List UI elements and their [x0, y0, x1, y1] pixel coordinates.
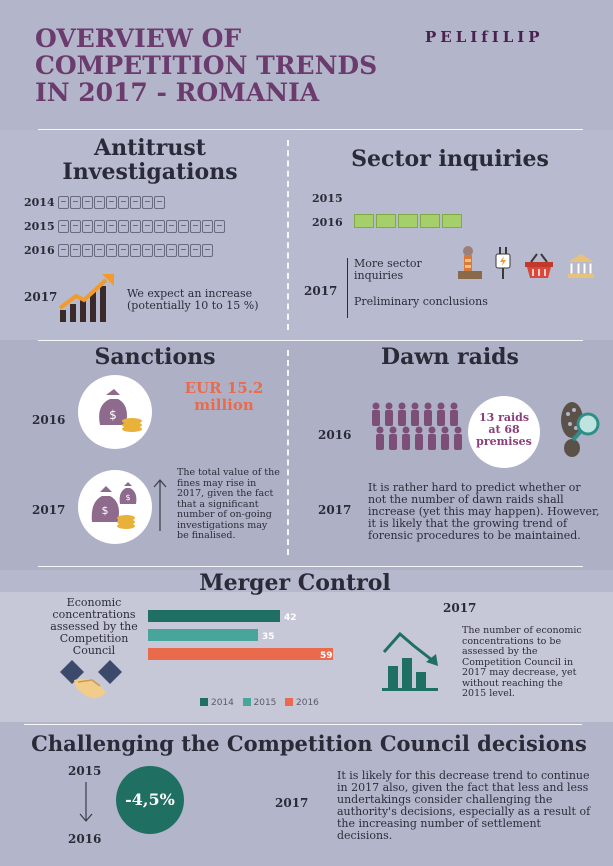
person-icon [389, 427, 397, 451]
document-icon [106, 220, 117, 233]
person-icon [398, 403, 406, 427]
document-icon [142, 244, 153, 257]
brand-logo: PELIfILIP [425, 28, 544, 46]
person-icon [454, 427, 462, 451]
shopping-basket-icon [523, 252, 555, 280]
legend-item-2016 [285, 698, 319, 708]
person-icon [441, 427, 449, 451]
dawn-year-2017: 2017 [318, 503, 352, 517]
factory-icon [456, 245, 484, 281]
antitrust-rows [24, 190, 225, 262]
dawn-raids-badge-text: 13 raids at 68 premises [476, 411, 532, 448]
document-icon [154, 196, 165, 209]
sector-inquiry-icon [354, 214, 374, 228]
sector-title: Sector inquiries [351, 146, 549, 172]
divider [38, 566, 583, 567]
money-bags-icon [88, 478, 148, 534]
document-icon [82, 196, 93, 209]
investigation-icons [58, 220, 225, 233]
document-icon [166, 220, 177, 233]
sanctions-year-2016: 2016 [32, 413, 66, 427]
document-icon [154, 244, 165, 257]
people-crowd-icon [368, 398, 466, 462]
page-title [35, 25, 415, 106]
document-icon [118, 196, 129, 209]
sector-2016-items [354, 214, 462, 228]
legend-item-2014 [200, 698, 234, 708]
challenge-year-2017: 2017 [275, 796, 309, 810]
sector-prelim: Preliminary conclusions [354, 295, 488, 308]
bar-label-2016: 59 [320, 651, 333, 661]
antitrust-row [24, 214, 225, 238]
document-icon [106, 196, 117, 209]
document-icon [118, 220, 129, 233]
dawn-note: It is rather hard to predict whether or not the number of dawn raids shall increase (yet this may happen). However, it is likely that the growing trend of forensic procedures to be maintained. [368, 481, 600, 542]
svg-text:$: $ [101, 504, 109, 517]
document-icon [94, 244, 105, 257]
sector-inquiry-icon [376, 214, 396, 228]
document-icon [94, 220, 105, 233]
svg-text:$: $ [125, 493, 131, 502]
document-icon [190, 220, 201, 233]
person-icon [437, 403, 445, 427]
challenge-year-from: 2015 [68, 764, 102, 778]
legend-item-2015 [243, 698, 277, 708]
divider [24, 724, 582, 725]
document-icon [82, 244, 93, 257]
bank-icon [566, 252, 596, 280]
antitrust-year-2017: 2017 [24, 290, 58, 304]
antitrust-year: 2015 [24, 219, 55, 233]
document-icon [58, 196, 69, 209]
person-icon [402, 427, 410, 451]
document-icon [202, 244, 213, 257]
person-icon [411, 403, 419, 427]
money-bag-icon [92, 385, 144, 437]
bar-label-2015: 35 [262, 632, 275, 642]
merger-bar-chart [148, 608, 338, 670]
title-line-1: OVERVIEW OF [35, 24, 242, 53]
challenge-title: Challenging the Competition Council decisions [31, 731, 587, 756]
sector-inquiry-icon [442, 214, 462, 228]
document-icon [214, 220, 225, 233]
increase-chart-icon [58, 272, 116, 324]
document-icon [70, 196, 81, 209]
legend-label-2016: 2016 [296, 698, 319, 708]
bar-2014 [148, 610, 280, 622]
legend-swatch-2016 [285, 698, 293, 706]
investigation-icons [58, 244, 213, 257]
sanctions-title: Sanctions [94, 344, 216, 370]
legend-label-2015: 2015 [253, 698, 277, 708]
up-arrow-icon [152, 477, 168, 533]
document-icon [58, 244, 69, 257]
sanctions-note: The total value of the fines may rise in 2017, given the fact that a significant number of on-going investigations may be finalised. [177, 467, 280, 541]
sanctions-amount: EUR 15.2 million [184, 379, 264, 414]
legend-label-2014: 2014 [211, 698, 234, 708]
legend-swatch-2015 [243, 698, 251, 706]
vertical-divider [287, 350, 289, 555]
decrease-chart-icon [380, 628, 444, 694]
person-icon [376, 427, 384, 451]
document-icon [142, 196, 153, 209]
dawn-year-2016: 2016 [318, 428, 352, 442]
document-icon [130, 244, 141, 257]
bar-label-2014: 42 [284, 613, 297, 623]
merger-year-2017: 2017 [443, 601, 477, 615]
antitrust-row [24, 190, 225, 214]
sector-year-2017: 2017 [304, 284, 338, 298]
document-icon [166, 244, 177, 257]
person-icon [372, 403, 380, 427]
dawn-title: Dawn raids [381, 344, 519, 370]
document-icon [130, 220, 141, 233]
sector-year-2015: 2015 [312, 192, 343, 205]
svg-text:$: $ [109, 408, 117, 422]
person-icon [415, 427, 423, 451]
document-icon [82, 220, 93, 233]
bar-2016 [148, 648, 333, 660]
sector-inquiry-icon [420, 214, 440, 228]
power-plug-icon [494, 245, 512, 281]
legend-swatch-2014 [200, 698, 208, 706]
vertical-divider [287, 140, 289, 330]
merger-title: Merger Control [199, 570, 391, 596]
sector-bracket [347, 258, 348, 318]
document-icon [178, 244, 189, 257]
footprint-magnifier-icon [556, 398, 602, 460]
person-icon [428, 427, 436, 451]
document-icon [142, 220, 153, 233]
document-icon [154, 220, 165, 233]
challenge-badge-text: -4,5% [125, 790, 175, 809]
document-icon [70, 244, 81, 257]
person-icon [385, 403, 393, 427]
document-icon [130, 196, 141, 209]
sector-inquiry-icon [398, 214, 418, 228]
challenge-note: It is likely for this decrease trend to continue in 2017 also, given the fact that less and less undertakings consider challenging the authority's decisions, especially as a result of the increasing number of settlement decisions. [337, 769, 591, 842]
person-icon [450, 403, 458, 427]
antitrust-year: 2014 [24, 195, 55, 209]
document-icon [178, 220, 189, 233]
title-line-2: COMPETITION TRENDS [35, 51, 378, 80]
sanctions-year-2017: 2017 [32, 503, 66, 517]
divider [38, 340, 583, 341]
document-icon [70, 220, 81, 233]
document-icon [118, 244, 129, 257]
person-icon [424, 403, 432, 427]
down-arrow-icon [78, 780, 94, 824]
document-icon [58, 220, 69, 233]
title-line-3: IN 2017 - ROMANIA [35, 78, 320, 107]
chart-legend [200, 698, 319, 708]
merger-left-label: Economic concentrations assessed by the Competition Council [50, 596, 138, 657]
sector-more: More sector inquiries [354, 257, 422, 282]
antitrust-expect: We expect an increase (potentially 10 to 15 %) [127, 287, 259, 312]
document-icon [190, 244, 201, 257]
divider [38, 129, 583, 130]
document-icon [94, 196, 105, 209]
document-icon [202, 220, 213, 233]
document-icon [106, 244, 117, 257]
handshake-icon [58, 658, 124, 704]
antitrust-year: 2016 [24, 243, 55, 257]
merger-note: The number of economic concentrations to be assessed by the Competition Council in 2017 may decrease, yet without reaching the 2015 level. [462, 625, 582, 699]
investigation-icons [58, 196, 165, 209]
bar-2015 [148, 629, 258, 641]
sector-year-2016: 2016 [312, 216, 343, 229]
antitrust-title: Antitrust Investigations [62, 135, 238, 185]
challenge-year-to: 2016 [68, 832, 102, 846]
antitrust-row [24, 238, 225, 262]
